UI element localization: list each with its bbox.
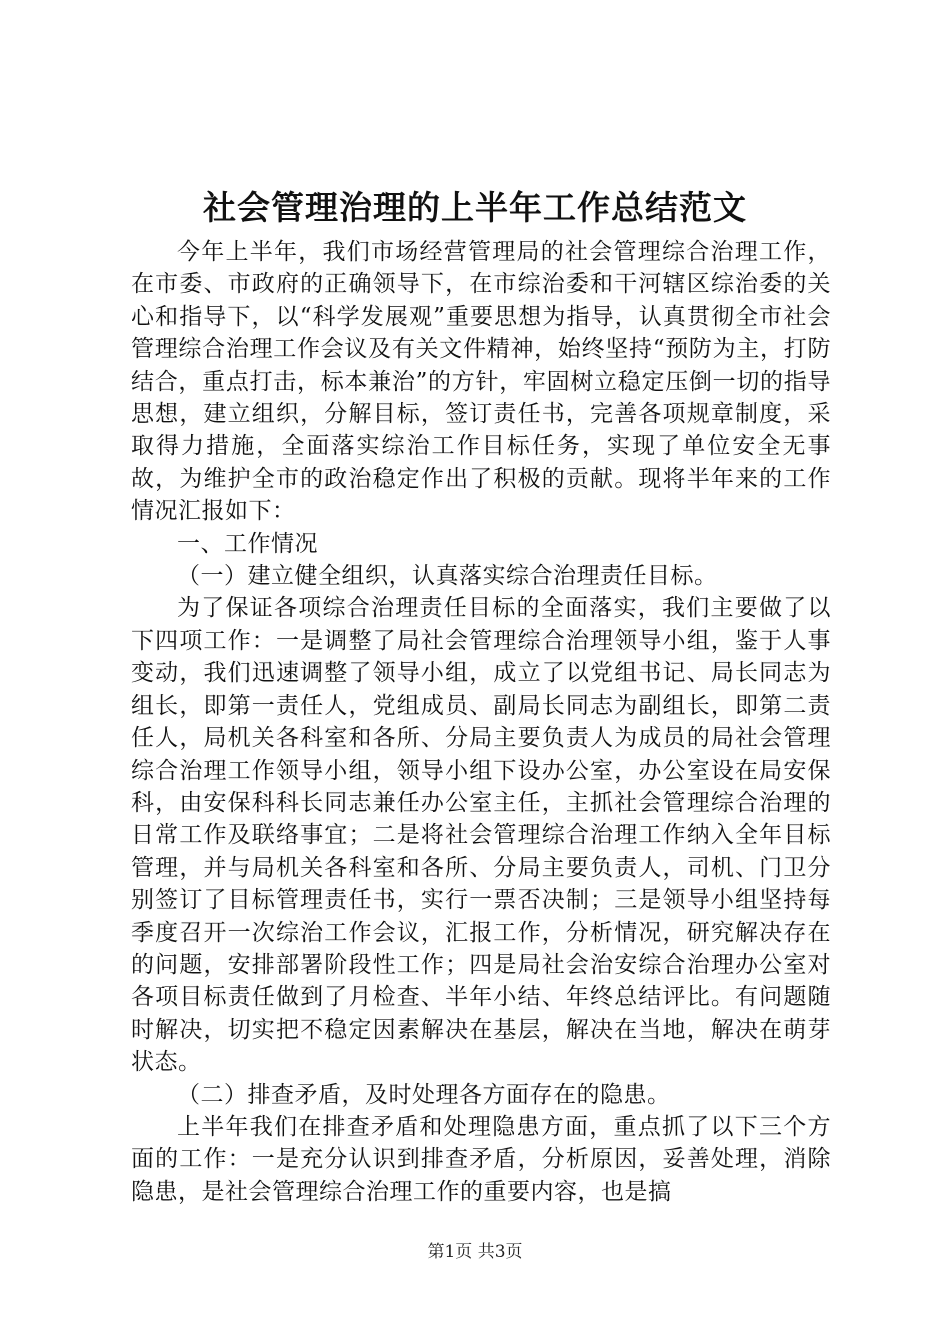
subsection-heading-2: （二）排查矛盾，及时处理各方面存在的隐患。 (177, 1081, 671, 1108)
document-body (131, 236, 831, 1208)
paragraph-subsection-2: 上半年我们在排查矛盾和处理隐患方面，重点抓了以下三个方面的工作：一是充分认识到排查矛盾，分析原因，妥善处理，消除隐患，是社会管理综合治理工作的重要内容，也是搞 (131, 1113, 831, 1205)
section-heading-work-status: 一、工作情况 (177, 530, 318, 557)
page-footer: 第1页 共3页 (427, 1242, 523, 1262)
paragraph-intro: 今年上半年，我们市场经营管理局的社会管理综合治理工作，在市委、市政府的正确领导下，在市综治委和干河辖区综治委的关心和指导下，以“科学发展观”重要思想为指导，认真贯彻全市社会管理综合治理工作会议及有关文件精神，始终坚持“预防为主，打防结合，重点打击，标本兼治”的方针，牢固树立稳定压倒一切的指导思想，建立组织，分解目标，签订责任书，完善各项规章制度，采取得力措施，全面落实综治工作目标任务，实现了单位安全无事故，为维护全市的政治稳定作出了积极的贡献。现将半年来的工作情况汇报如下： (131, 239, 831, 525)
subsection-heading-1: （一）建立健全组织，认真落实综合治理责任目标。 (177, 563, 718, 590)
document-title: 社会管理治理的上半年工作总结范文 (203, 188, 747, 227)
paragraph-subsection-1: 为了保证各项综合治理责任目标的全面落实，我们主要做了以下四项工作：一是调整了局社会管理综合治理领导小组，鉴于人事变动，我们迅速调整了领导小组，成立了以党组书记、局长同志为组长，即第一责任人，党组成员、副局长同志为副组长，即第二责任人，局机关各科室和各所、分局主要负责人为成员的局社会管理综合治理工作领导小组，领导小组下设办公室，办公室设在局安保科，由安保科科长同志兼任办公室主任，主抓社会管理综合治理的日常工作及联络事宜；二是将社会管理综合治理工作纳入全年目标管理，并与局机关各科室和各所、分局主要负责人，司机、门卫分别签订了目标管理责任书，实行一票否决制；三是领导小组坚持每季度召开一次综治工作会议，汇报工作，分析情况，研究解决存在的问题，安排部署阶段性工作；四是局社会治安综合治理办公室对各项目标责任做到了月检查、半年小结、年终总结评比。有问题随时解决，切实把不稳定因素解决在基层，解决在当地，解决在萌芽状态。 (131, 595, 831, 1076)
